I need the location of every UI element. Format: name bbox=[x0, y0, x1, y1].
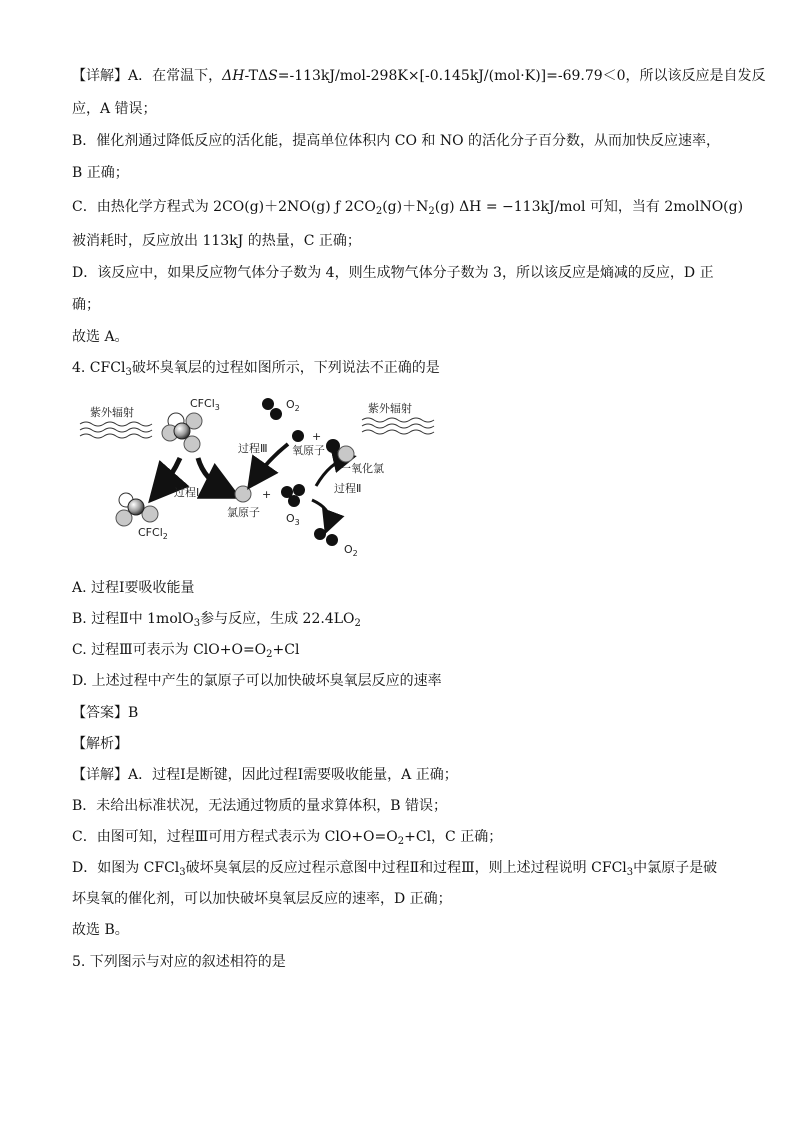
q4-option-b: B. 过程Ⅱ中 1molO$_3$参与反应，生成 $22.4LO_2$ bbox=[72, 611, 361, 629]
q4-analysis-label: 【解析】 bbox=[72, 736, 128, 752]
plus-sign-2: + bbox=[312, 430, 322, 443]
uv-wave-right bbox=[362, 418, 434, 434]
process3-label: 过程Ⅲ bbox=[238, 442, 268, 455]
q4-answer-label: 【答案】B bbox=[72, 705, 139, 721]
q3-detail-b-line2: B 正确； bbox=[72, 165, 129, 181]
chlorine-atom-label: 氯原子 bbox=[227, 506, 260, 519]
chlorine-atom bbox=[235, 486, 251, 502]
oxygen-atom-label: 氧原子 bbox=[292, 444, 325, 457]
o2-label-top: $O_2$ bbox=[286, 398, 300, 413]
process1-label: 过程Ⅰ bbox=[174, 486, 200, 499]
process1-arrow-right bbox=[198, 458, 228, 492]
ozone-depletion-diagram bbox=[72, 388, 452, 568]
q4-option-a: A. 过程Ⅰ要吸收能量 bbox=[72, 580, 195, 596]
q4-stem: 4. CFCl$_3$破坏臭氧层的过程如图所示，下列说法不正确的是 bbox=[72, 360, 440, 378]
q4-detail-d-line2: 坏臭氧的催化剂，可以加快破坏臭氧层反应的速率，D 正确； bbox=[72, 891, 452, 907]
cfcl3-label: CFCl$_3$ bbox=[190, 397, 220, 412]
cfcl3-molecule bbox=[162, 413, 202, 452]
q3-detail-a-line1: 【详解】A．在常温下，ΔH-TΔS=-113kJ/mol-298K×[-0.145kJ/(mol·K)]=-69.79＜0，所以该反应是自发反 bbox=[72, 68, 766, 84]
q3-detail-d-line2: 确； bbox=[72, 297, 100, 313]
o3-label: $O_3$ bbox=[286, 512, 300, 527]
uv-label-left: 紫外辐射 bbox=[90, 406, 134, 419]
clo-molecule bbox=[326, 439, 354, 462]
q3-detail-d-line1: D．该反应中，如果反应物气体分子数为 4，则生成物气体分子数为 3，所以该反应是熵减的反应，D 正 bbox=[72, 265, 714, 281]
q3-answer: 故选 A。 bbox=[72, 329, 129, 345]
q4-detail-d-line1: D．如图为 CFCl$_3$破坏臭氧层的反应过程示意图中过程Ⅱ和过程Ⅲ，则上述过程说明 CFCl$_3$中氯原子是破 bbox=[72, 860, 718, 878]
o2-molecule-top bbox=[262, 398, 282, 420]
process2-label: 过程Ⅱ bbox=[334, 482, 362, 495]
cfcl2-label: CFCl$_2$ bbox=[138, 526, 168, 541]
uv-label-right: 紫外辐射 bbox=[368, 402, 412, 415]
q3-detail-a-line2: 应，A 错误； bbox=[72, 101, 157, 117]
q3-detail-b-line1: B．催化剂通过降低反应的活化能，提高单位体积内 CO 和 NO 的活化分子百分数，从而加快反应速率， bbox=[72, 133, 721, 149]
q4-detail-a: 【详解】A．过程Ⅰ是断键，因此过程Ⅰ需要吸收能量，A 正确； bbox=[72, 767, 458, 783]
clo-label: 一氧化氯 bbox=[340, 462, 384, 475]
cfcl2-molecule bbox=[116, 493, 158, 526]
o3-molecule bbox=[281, 484, 305, 507]
plus-sign-1: + bbox=[262, 488, 272, 501]
o2-label-bottom: $O_2$ bbox=[344, 543, 358, 558]
q4-option-c: C. 过程Ⅲ可表示为 $ClO+O=O_2+Cl$ bbox=[72, 642, 300, 660]
q4-final-answer: 故选 B。 bbox=[72, 922, 129, 938]
o2-release-arrow bbox=[312, 500, 329, 526]
q4-option-d: D. 上述过程中产生的氯原子可以加快破坏臭氧层反应的速率 bbox=[72, 673, 442, 689]
q4-detail-c: C．由图可知，过程Ⅲ可用方程式表示为 $ClO+O=O_2+Cl$，C 正确； bbox=[72, 829, 503, 847]
o2-molecule-bottom bbox=[314, 528, 338, 546]
q4-detail-b: B．未给出标准状况，无法通过物质的量求算体积，B 错误； bbox=[72, 798, 448, 814]
uv-wave-left bbox=[80, 422, 152, 438]
q3-detail-c-line1: C．由热化学方程式为 2CO(g)＋2NO(g) ƒ $2CO_2(g)+N_2(g) \Delta H = -113kJ/mol$ 可知，当有 2molNO(g) bbox=[72, 199, 744, 217]
oxygen-atom bbox=[292, 430, 304, 442]
q5-stem: 5. 下列图示与对应的叙述相符的是 bbox=[72, 954, 286, 970]
q3-detail-c-line2: 被消耗时，反应放出 113kJ 的热量，C 正确； bbox=[72, 233, 361, 249]
